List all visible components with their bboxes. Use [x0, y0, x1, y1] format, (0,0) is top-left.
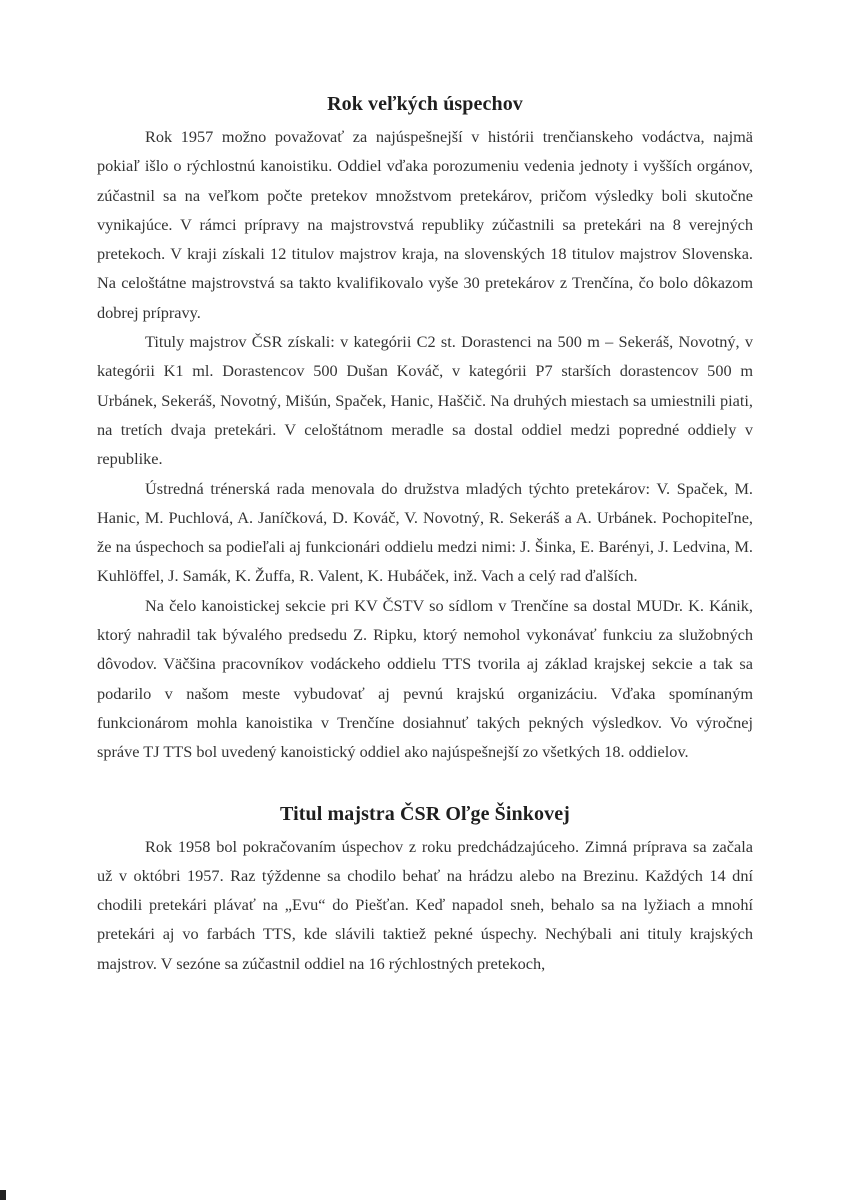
paragraph: Na čelo kanoistickej sekcie pri KV ČSTV so sídlom v Trenčíne sa dostal MUDr. K. Kánik, ktorý nahradil tak bývalého predsedu Z. Ripku, ktorý nemohol vykonávať funkciu za služobných dôvodov. Väčšina pracovníkov vodáckeho oddielu TTS tvorila aj základ krajskej sekcie a tak sa podarilo v našom meste vybudovať aj pevnú krajskú organizáciu. Vďaka spomínaným funkcionárom mohla kanoistika v Trenčíne dosiahnuť takých pekných výsledkov. Vo výročnej správe TJ TTS bol uvedený kanoistický oddiel ako najúspešnejší zo všetkých 18. oddielov.	[97, 595, 753, 762]
paragraph: Rok 1958 bol pokračovaním úspechov z roku predchádzajúceho. Zimná príprava sa začala už v októbri 1957. Raz týždenne sa chodilo behať na hrádzu alebo na Brezinu. Každých 14 dní chodili pretekári plávať na „Evu“ do Piešťan. Keď napadol sneh, behalo sa na lyžiach a mnohí pretekári aj vo farbách TTS, kde slávili taktiež pekné úspechy. Nechýbali ani tituly krajských majstrov. V sezóne sa zúčastnil oddiel na 16 rýchlostných pretekoch,	[97, 836, 753, 973]
scan-edge-mark	[0, 1190, 6, 1200]
paragraph: Tituly majstrov ČSR získali: v kategórii C2 st. Dorastenci na 500 m – Sekeráš, Novotný, v kategórii K1 ml. Dorastencov 500 Dušan Kováč, v kategórii P7 starších dorastencov 500 m Urbánek, Sekeráš, Novotný, Mišún, Spaček, Hanic, Haščič. Na druhých miestach sa umiestnili piati, na tretích dvaja pretekári. V celoštátnom meradle sa dostal oddiel medzi popredné oddiely v republike.	[97, 332, 753, 469]
section-heading: Titul majstra ČSR Oľge Šinkovej	[280, 802, 570, 825]
paragraph: Ústredná trénerská rada menovala do družstva mladých týchto pretekárov: V. Spaček, M. Hanic, M. Puchlová, A. Janíčková, D. Kováč, V. Novotný, R. Sekeráš a A. Urbánek. Pochopiteľne, že na úspechoch sa podieľali aj funkcionári oddielu medzi nimi: J. Šinka, E. Barényi, J. Ledvina, M. Kuhlöffel, J. Samák, K. Žuffa, R. Valent, K. Hubáček, inž. Vach a celý rad ďalších.	[97, 478, 753, 586]
section-heading: Rok veľkých úspechov	[327, 93, 523, 115]
paragraph: Rok 1957 možno považovať za najúspešnejší v histórii trenčianskeho vodáctva, najmä pokiaľ išlo o rýchlostnú kanoistiku. Oddiel vďaka porozumeniu vedenia jednoty i vyšších orgánov, zúčastnil sa na veľkom počte pretekov množstvom pretekárov, pričom výsledky boli skutočne vynikajúce. V rámci prípravy na majstrovstvá republiky zúčastnili sa pretekári na 8 verejných pretekoch. V kraji získali 12 titulov majstrov kraja, na slovenských 18 titulov majstrov Slovenska. Na celoštátne majstrovstvá sa takto kvalifikovalo vyše 30 pretekárov z Trenčína, čo bolo dôkazom dobrej prípravy.	[97, 127, 753, 322]
document-body	[97, 93, 753, 978]
